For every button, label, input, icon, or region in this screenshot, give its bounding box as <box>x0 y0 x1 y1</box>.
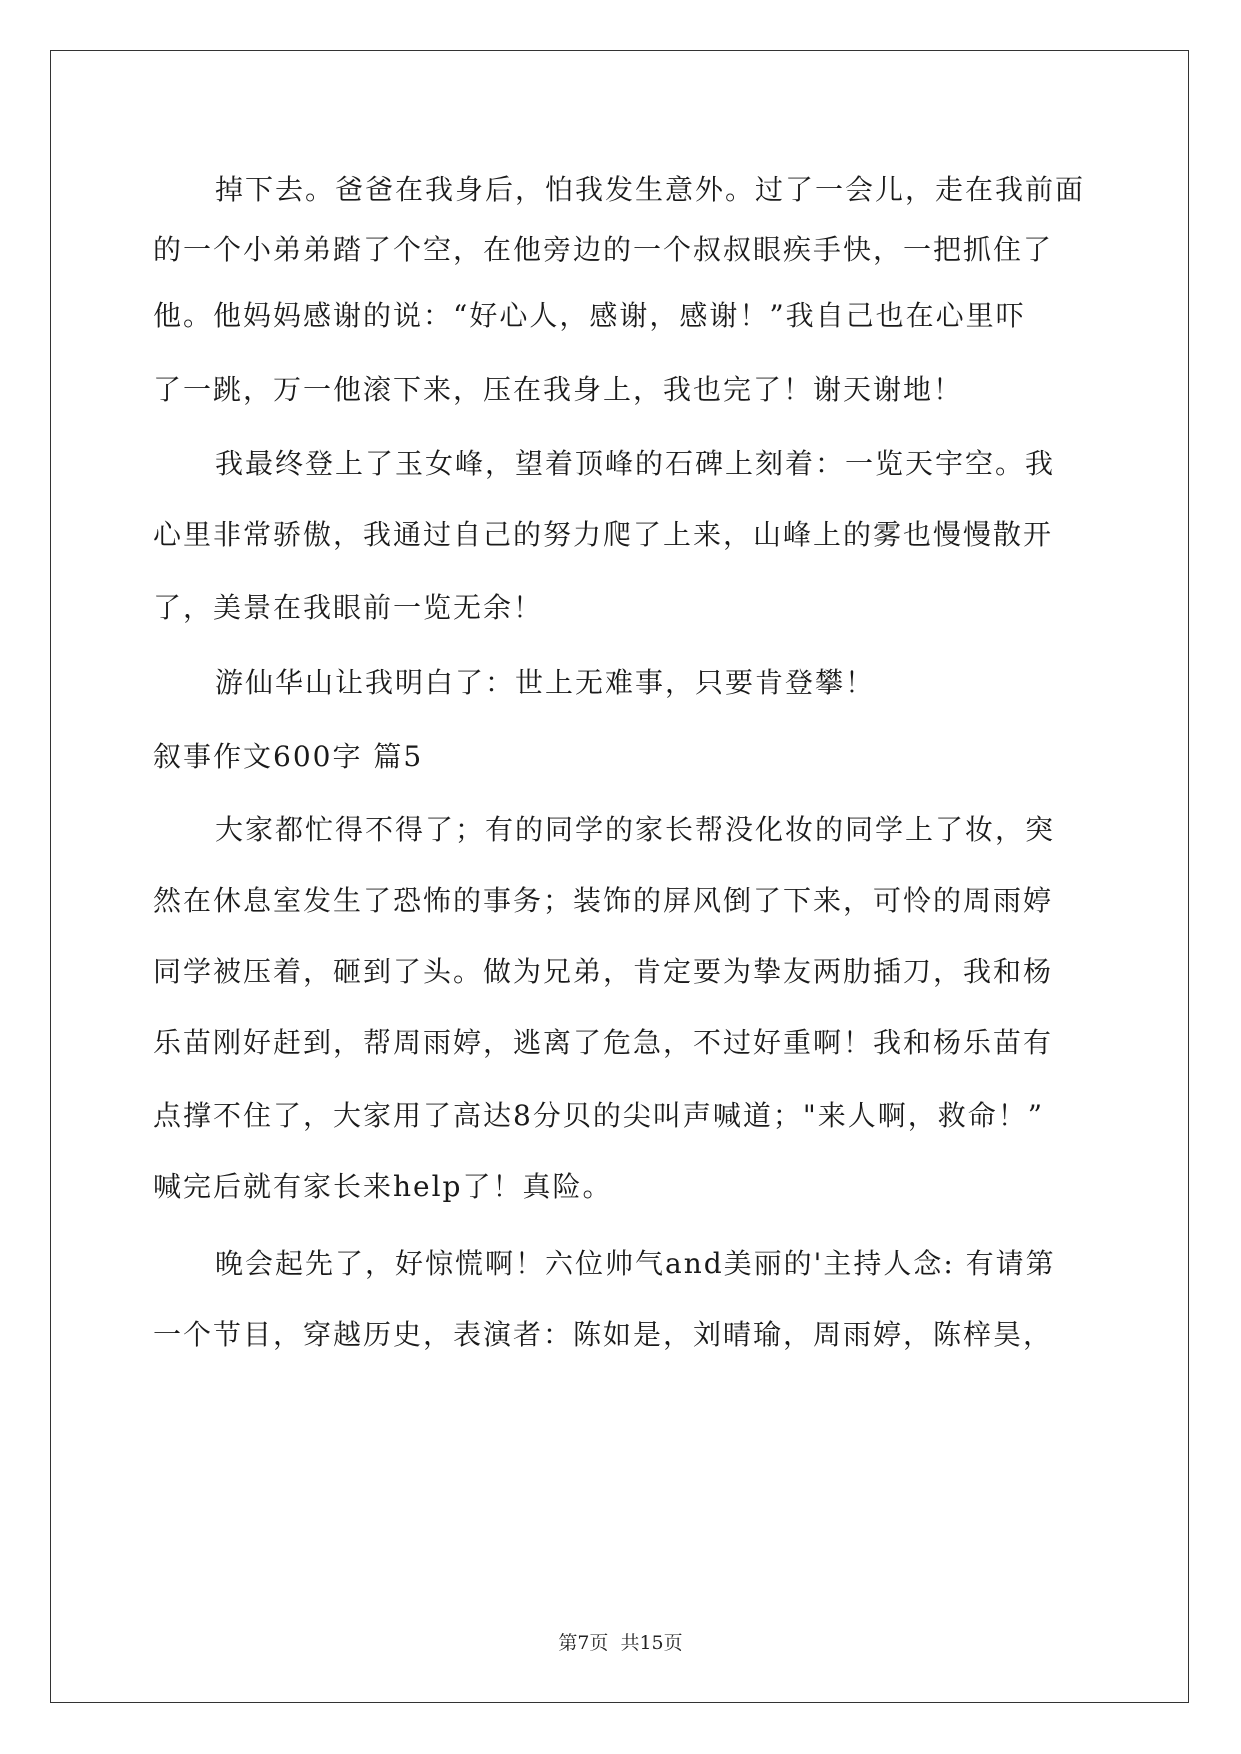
paragraph-line: 点撑不住了，大家用了高达8分贝的尖叫声喊道；"来人啊，救命！” <box>153 1099 1045 1132</box>
paragraph-line: 心里非常骄傲，我通过自己的努力爬了上来，山峰上的雾也慢慢散开 <box>153 518 1054 551</box>
paragraph-line: 同学被压着，砸到了头。做为兄弟，肯定要为挚友两肋插刀，我和杨 <box>153 955 1054 988</box>
paragraph-line: 晚会起先了，好惊慌啊！六位帅气and美丽的'主持人念: 有请第 <box>215 1247 1056 1280</box>
paragraph-line: 掉下去。爸爸在我身后，怕我发生意外。过了一会儿，走在我前面 <box>215 173 1086 206</box>
page-total: 共15页 <box>620 1632 683 1654</box>
paragraph-line: 我最终登上了玉女峰，望着顶峰的石碑上刻着：一览天宇空。我 <box>215 447 1056 480</box>
page-number: 第7页 <box>558 1632 609 1654</box>
page-border <box>50 50 1189 1703</box>
paragraph-line: 大家都忙得不得了；有的同学的家长帮没化妆的同学上了妆，突 <box>215 813 1056 846</box>
paragraph-line: 然在休息室发生了恐怖的事务；装饰的屏风倒了下来，可怜的周雨婷 <box>153 884 1054 917</box>
paragraph-line: 喊完后就有家长来help了！真险。 <box>153 1170 613 1203</box>
page-footer <box>0 1628 1241 1655</box>
paragraph-line: 的一个小弟弟踏了个空，在他旁边的一个叔叔眼疾手快，一把抓住了 <box>153 233 1054 266</box>
paragraph-line: 了一跳，万一他滚下来，压在我身上，我也完了！谢天谢地！ <box>153 373 964 406</box>
section-heading: 叙事作文600字 篇5 <box>153 740 424 773</box>
paragraph-line: 一个节目，穿越历史，表演者：陈如是，刘晴瑜，周雨婷，陈梓昊， <box>153 1318 1054 1351</box>
paragraph-line: 乐苗刚好赶到，帮周雨婷，逃离了危急，不过好重啊！我和杨乐苗有 <box>153 1026 1054 1059</box>
paragraph-line: 了，美景在我眼前一览无余！ <box>153 591 544 624</box>
paragraph-line: 他。他妈妈感谢的说：“好心人，感谢，感谢！”我自己也在心里吓 <box>153 299 1026 332</box>
paragraph-line: 游仙华山让我明白了：世上无难事，只要肯登攀！ <box>215 666 876 699</box>
